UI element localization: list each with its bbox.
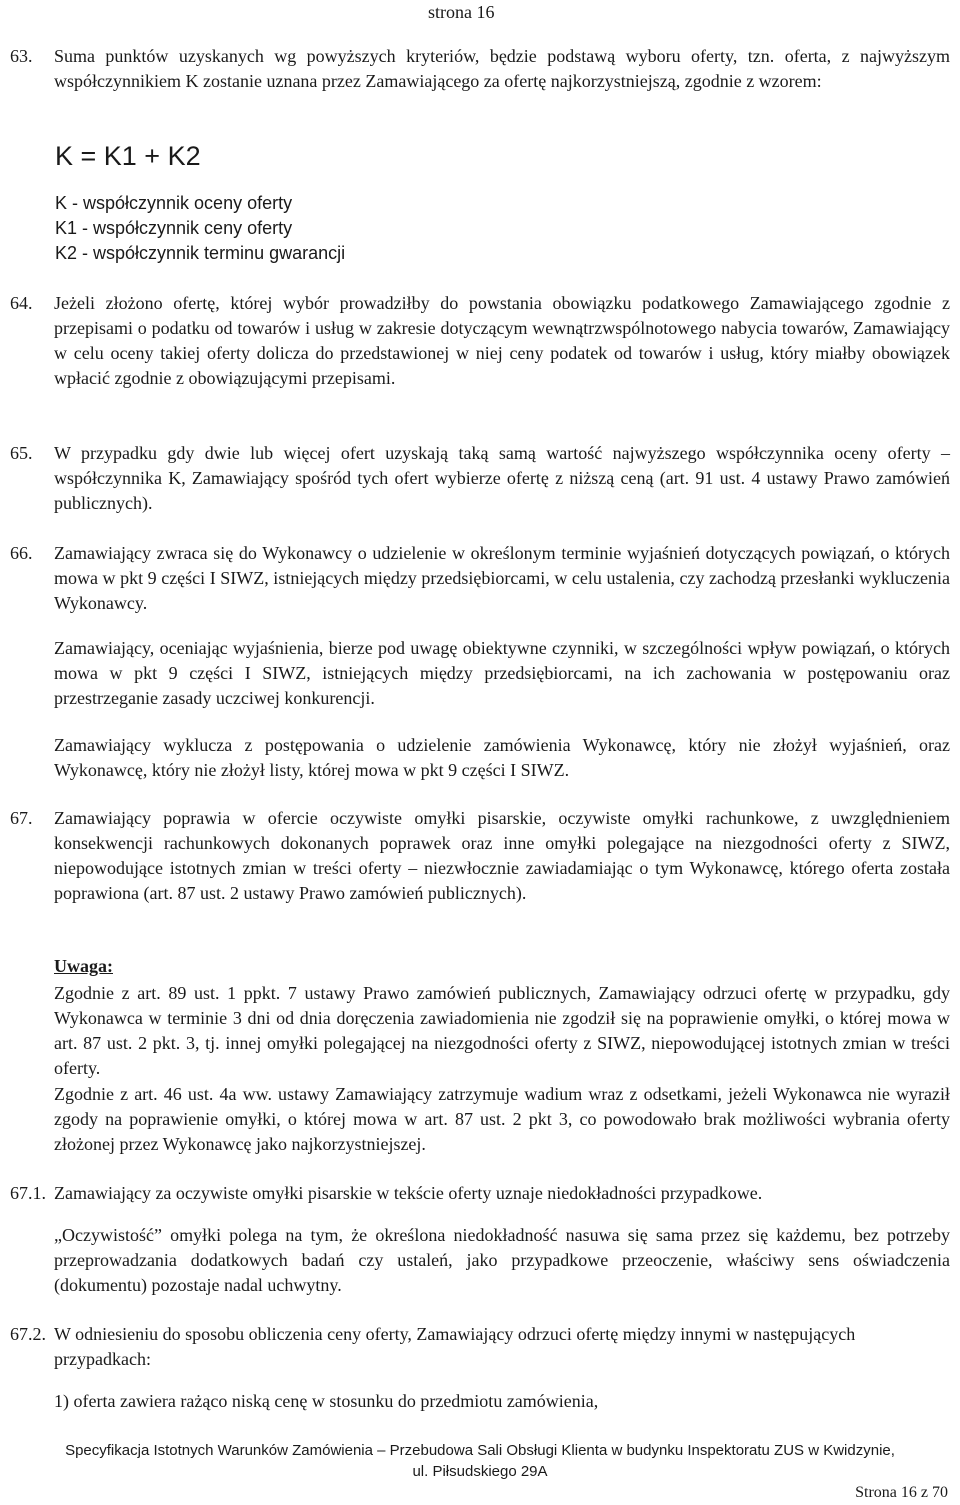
footer-line-1: Specyfikacja Istotnych Warunków Zamówienia – Przebudowa Sali Obsługi Klienta w budynku Inspektoratu ZUS w Kwidzynie, bbox=[65, 1442, 895, 1459]
note-text-1: Zgodnie z art. 89 ust. 1 ppkt. 7 ustawy Prawo zamówień publicznych, Zamawiający odrzuci ofertę w przypadku, gdy Wykonawca w terminie 3 dni od dnia doręczenia zawiadomienia nie zgodził się na poprawienie omyłki, o której mowa w art. 87 ust. 2 pkt. 3, tj. innej omyłki polegającej na niezgodności oferty z SIWZ, niepowodującej istotnych zmian w treści oferty. bbox=[54, 983, 950, 1078]
section-66-text-2: Zamawiający, oceniając wyjaśnienia, bierze pod uwagę obiektywne czynniki, w szczególności wpływ powiązań, o których mowa w pkt 9 części I SIWZ, istniejących między przedsiębiorcami, na ich zachowania w postępowaniu oraz przestrzeganie zasady uczciwej konkurencji. bbox=[54, 638, 950, 708]
section-67-2-text: W odniesieniu do sposobu obliczenia ceny oferty, Zamawiający odrzuci ofertę między innymi w następujących przypadkach: bbox=[54, 1324, 856, 1369]
page-header-number: strona 16 bbox=[428, 2, 495, 22]
note-text-2: Zgodnie z art. 46 ust. 4a ww. ustawy Zamawiający zatrzymuje wadium wraz z odsetkami, jeżeli Wykonawca nie wyraził zgody na poprawienie omyłki, o której mowa w art. 87 ust. 2 pkt 3, co powodowało brak możliwości wybrania oferty złożonej przez Wykonawcę jako najkorzystniejszej. bbox=[54, 1084, 950, 1154]
section-67-1-text-2: „Oczywistość” omyłki polega na tym, że określona niedokładność nasuwa się sama przez się każdemu, bez potrzeby przeprowadzania dodatkowych badań czy ustaleń, jako przypadkowe przeoczenie, właściwy sens oświadczenia (dokumentu) pozostaje nadal uchwytny. bbox=[54, 1225, 950, 1295]
section-66-number: 66. bbox=[10, 543, 33, 563]
section-63-text: Suma punktów uzyskanych wg powyższych kryteriów, będzie podstawą wyboru oferty, tzn. oferta, z najwyższym współczynnikiem K zostanie uznana przez Zamawiającego za ofertę najkorzystniejszą, zgodnie z wzorem: bbox=[54, 46, 950, 91]
section-64-text: Jeżeli złożono ofertę, której wybór prowadziłby do powstania obowiązku podatkowego Zamawiającego zgodnie z przepisami o podatku od towarów i usług w zakresie dotyczącym wewnątrzwspólnotowego nabycia towarów, Zamawiający w celu oceny takiej oferty dolicza do przedstawionej w niej ceny podatek od towarów i usług, który miałby obowiązek wpłacić zgodnie z obowiązującymi przepisami. bbox=[54, 293, 950, 388]
section-66-text: Zamawiający zwraca się do Wykonawcy o udzielenie w określonym terminie wyjaśnień dotyczących powiązań, o których mowa w pkt 9 części I SIWZ, istniejących między przedsiębiorcami, w celu ustalenia, czy zachodzą przesłanki wykluczenia Wykonawcy. bbox=[54, 543, 950, 613]
formula: K = K1 + K2 bbox=[55, 141, 201, 171]
definition-k2: K2 - współczynnik terminu gwarancji bbox=[55, 243, 346, 263]
section-64-number: 64. bbox=[10, 293, 33, 313]
section-67-1-number: 67.1. bbox=[10, 1183, 46, 1203]
section-67-text: Zamawiający poprawia w ofercie oczywiste omyłki pisarskie, oczywiste omyłki rachunkowe, z uwzględnieniem konsekwencji rachunkowych dokonanych poprawek oraz inne omyłki polegające na niezgodności oferty z SIWZ, niepowodujące istotnych zmian w treści oferty – niezwłocznie zawiadamiając o tym Wykonawcę, którego oferta została poprawiona (art. 87 ust. 2 ustawy Prawo zamówień publicznych). bbox=[54, 808, 950, 903]
section-67-2-item-1: 1) oferta zawiera rażąco niską cenę w stosunku do przedmiotu zamówienia, bbox=[54, 1391, 599, 1411]
section-65-text: W przypadku gdy dwie lub więcej ofert uzyskają taką samą wartość najwyższego współczynnika oceny oferty – współczynnika K, Zamawiający spośród tych ofert wybierze ofertę z niższą ceną (art. 91 ust. 4 ustawy Prawo zamówień publicznych). bbox=[54, 443, 950, 513]
section-63-number: 63. bbox=[10, 46, 33, 66]
definition-k1: K1 - współczynnik ceny oferty bbox=[55, 218, 293, 238]
section-65-number: 65. bbox=[10, 443, 33, 463]
section-67-number: 67. bbox=[10, 808, 33, 828]
footer bbox=[30, 1440, 930, 1482]
section-66-text-3: Zamawiający wyklucza z postępowania o udzielenie zamówienia Wykonawcę, który nie złożył wyjaśnień, oraz Wykonawcę, który nie złożył listy, której mowa w pkt 9 części I SIWZ. bbox=[54, 735, 950, 780]
footer-line-2: ul. Piłsudskiego 29A bbox=[412, 1463, 548, 1480]
section-67-1-text: Zamawiający za oczywiste omyłki pisarskie w tekście oferty uznaje niedokładności przypadkowe. bbox=[54, 1183, 763, 1203]
definition-k: K - współczynnik oceny oferty bbox=[55, 193, 293, 213]
section-67-2-number: 67.2. bbox=[10, 1324, 46, 1344]
note-heading: Uwaga: bbox=[54, 956, 113, 976]
footer-page-number: Strona 16 z 70 bbox=[855, 1484, 948, 1501]
